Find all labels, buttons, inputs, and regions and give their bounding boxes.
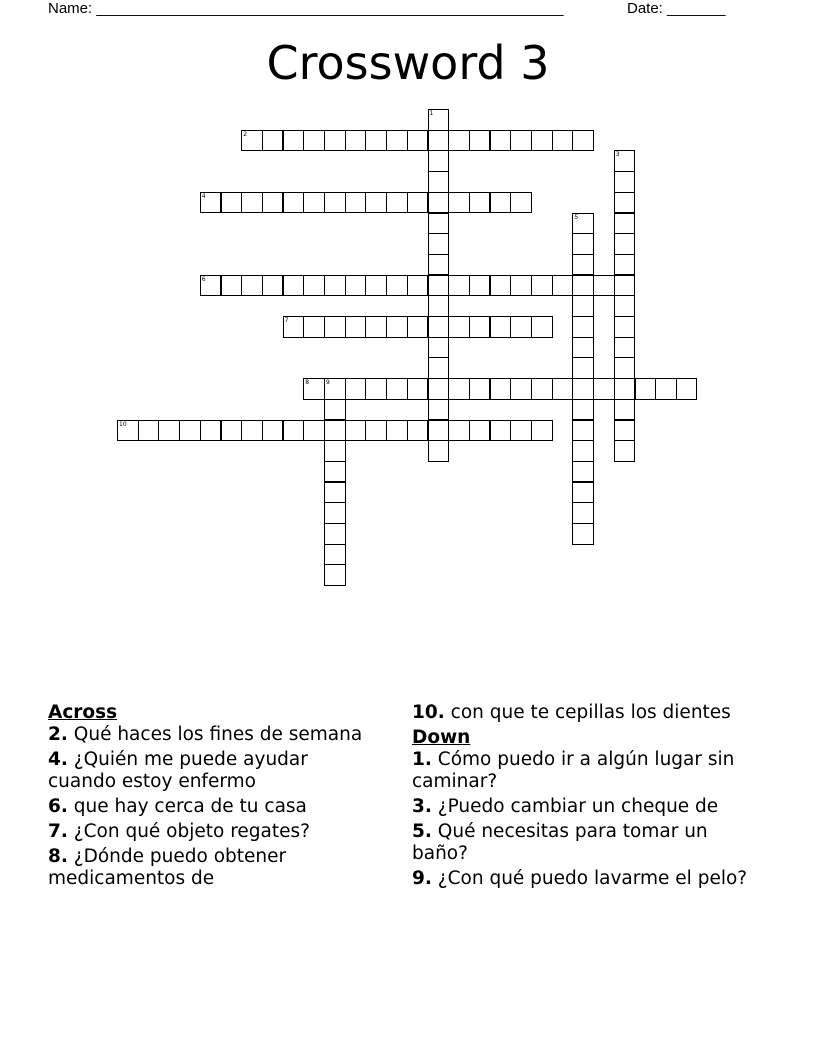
crossword-cell[interactable] [490, 378, 512, 400]
crossword-cell[interactable] [531, 275, 553, 297]
across-heading: Across [48, 702, 118, 723]
crossword-cell[interactable] [241, 192, 263, 214]
crossword-cell[interactable] [407, 130, 429, 152]
crossword-cell[interactable] [448, 378, 470, 400]
crossword-cell[interactable] [428, 399, 450, 421]
crossword-cell[interactable] [614, 150, 636, 172]
crossword-cell[interactable] [365, 378, 387, 400]
crossword-cell[interactable] [552, 378, 574, 400]
clue-down-9 [412, 868, 752, 890]
crossword-cell[interactable] [572, 233, 594, 255]
crossword-cell[interactable] [614, 378, 636, 400]
crossword-cell[interactable] [365, 316, 387, 338]
crossword-cell[interactable] [614, 192, 636, 214]
clue-text: con que te cepillas los dientes [444, 702, 731, 723]
crossword-cell[interactable] [241, 130, 263, 152]
clue-text: ¿Con qué objeto regates? [67, 821, 310, 842]
crossword-cell[interactable] [448, 130, 470, 152]
crossword-cell[interactable] [614, 440, 636, 462]
crossword-cell[interactable] [324, 461, 346, 483]
cell-number: 8 [305, 379, 310, 387]
clue-across-10 [412, 702, 752, 724]
crossword-cell[interactable] [572, 482, 594, 504]
crossword-cell[interactable] [386, 420, 408, 442]
crossword-cell[interactable] [552, 275, 574, 297]
crossword-cell[interactable] [386, 130, 408, 152]
cell-number: 10 [119, 420, 127, 428]
crossword-cell[interactable] [386, 378, 408, 400]
clue-down-3 [412, 796, 752, 818]
crossword-cell[interactable] [531, 316, 553, 338]
crossword-cell[interactable] [510, 316, 532, 338]
crossword-cell[interactable] [572, 523, 594, 545]
clue-down-1 [412, 749, 752, 793]
crossword-cell[interactable] [448, 192, 470, 214]
cell-number: 6 [201, 275, 206, 283]
crossword-cell[interactable] [407, 192, 429, 214]
crossword-cell[interactable] [614, 233, 636, 255]
crossword-cell[interactable] [324, 420, 346, 442]
crossword-cell[interactable] [324, 192, 346, 214]
crossword-cell[interactable] [221, 275, 243, 297]
crossword-cell[interactable] [221, 192, 243, 214]
crossword-cell[interactable] [303, 192, 325, 214]
crossword-cell[interactable] [365, 420, 387, 442]
date-field-label: Date: _______ [627, 0, 726, 17]
clue-text: que hay cerca de tu casa [67, 796, 307, 817]
crossword-cell[interactable] [428, 440, 450, 462]
crossword-cell[interactable] [572, 357, 594, 379]
crossword-cell[interactable] [283, 420, 305, 442]
cell-number: 2 [243, 130, 248, 138]
crossword-cell[interactable] [262, 192, 284, 214]
crossword-cell[interactable] [448, 420, 470, 442]
crossword-cell[interactable] [221, 420, 243, 442]
cell-number: 1 [429, 110, 434, 117]
crossword-cell[interactable] [345, 130, 367, 152]
clue-number: 8. [48, 846, 68, 867]
cell-number: 4 [201, 192, 206, 200]
crossword-cell[interactable] [303, 378, 325, 400]
crossword-cell[interactable] [407, 275, 429, 297]
crossword-cell[interactable] [262, 130, 284, 152]
crossword-cell[interactable] [428, 150, 450, 172]
crossword-cell[interactable] [655, 378, 677, 400]
crossword-cell[interactable] [531, 378, 553, 400]
crossword-cell[interactable] [572, 295, 594, 317]
crossword-cell[interactable] [386, 275, 408, 297]
crossword-cell[interactable] [469, 275, 491, 297]
crossword-cell[interactable] [283, 275, 305, 297]
crossword-cell[interactable] [428, 254, 450, 276]
clue-number: 9. [412, 868, 432, 889]
clue-text: ¿Dónde puedo obtener medicamentos de [48, 846, 287, 889]
crossword-cell[interactable] [490, 420, 512, 442]
crossword-cell[interactable] [324, 564, 346, 586]
crossword-cell[interactable] [345, 275, 367, 297]
clue-across-7 [48, 821, 368, 843]
crossword-cell[interactable] [262, 275, 284, 297]
crossword-cell[interactable] [614, 275, 636, 297]
crossword-cell[interactable] [510, 275, 532, 297]
crossword-cell[interactable] [572, 399, 594, 421]
crossword-cell[interactable] [510, 378, 532, 400]
crossword-cell[interactable] [365, 275, 387, 297]
crossword-cell[interactable] [283, 316, 305, 338]
crossword-cell[interactable] [365, 192, 387, 214]
crossword-cell[interactable] [469, 420, 491, 442]
down-heading: Down [412, 727, 471, 748]
crossword-cell[interactable] [428, 316, 450, 338]
crossword-cell[interactable] [200, 420, 222, 442]
crossword-cell[interactable] [241, 420, 263, 442]
crossword-cell[interactable] [407, 316, 429, 338]
clue-number: 7. [48, 821, 68, 842]
crossword-cell[interactable] [407, 378, 429, 400]
clue-number: 10. [412, 702, 445, 723]
clue-across-6 [48, 796, 368, 818]
clue-number: 2. [48, 724, 68, 745]
crossword-cell[interactable] [303, 275, 325, 297]
crossword-cell[interactable] [428, 337, 450, 359]
crossword-cell[interactable] [200, 192, 222, 214]
crossword-cell[interactable] [262, 420, 284, 442]
clues-left-column [48, 702, 368, 893]
crossword-cell[interactable] [428, 275, 450, 297]
crossword-cell[interactable] [428, 213, 450, 235]
crossword-cell[interactable] [531, 420, 553, 442]
crossword-cell[interactable] [614, 213, 636, 235]
crossword-cell[interactable] [510, 420, 532, 442]
crossword-cell[interactable] [283, 130, 305, 152]
crossword-cell[interactable] [324, 399, 346, 421]
crossword-cell[interactable] [200, 275, 222, 297]
crossword-cell[interactable] [552, 130, 574, 152]
crossword-cell[interactable] [428, 171, 450, 193]
clue-across-8 [48, 846, 368, 890]
crossword-cell[interactable] [614, 420, 636, 442]
crossword-cell[interactable] [490, 316, 512, 338]
clue-text: ¿Puedo cambiar un cheque de [431, 796, 719, 817]
crossword-cell[interactable] [614, 254, 636, 276]
crossword-cell[interactable] [345, 420, 367, 442]
crossword-cell[interactable] [324, 482, 346, 504]
crossword-cell[interactable] [303, 130, 325, 152]
crossword-cell[interactable] [469, 192, 491, 214]
clue-text: ¿Con qué puedo lavarme el pelo? [431, 868, 748, 889]
crossword-cell[interactable] [386, 316, 408, 338]
cell-number: 3 [615, 151, 620, 159]
cell-number: 9 [326, 379, 330, 387]
crossword-cell[interactable] [614, 295, 636, 317]
crossword-cell[interactable] [572, 130, 594, 152]
crossword-cell[interactable] [572, 440, 594, 462]
crossword-cell[interactable] [469, 378, 491, 400]
crossword-cell[interactable] [490, 275, 512, 297]
crossword-cell[interactable] [614, 337, 636, 359]
cell-number: 7 [284, 317, 289, 324]
crossword-cell[interactable] [345, 378, 367, 400]
crossword-cell[interactable] [676, 378, 698, 400]
crossword-cell[interactable] [593, 275, 615, 297]
crossword-cell[interactable] [490, 130, 512, 152]
crossword-cell[interactable] [510, 130, 532, 152]
crossword-cell[interactable] [345, 316, 367, 338]
crossword-cell[interactable] [572, 502, 594, 524]
crossword-cell[interactable] [324, 440, 346, 462]
crossword-cell[interactable] [614, 357, 636, 379]
crossword-cell[interactable] [386, 192, 408, 214]
crossword-cell[interactable] [572, 275, 594, 297]
crossword-cell[interactable] [428, 420, 450, 442]
crossword-cell[interactable] [428, 378, 450, 400]
crossword-cell[interactable] [241, 275, 263, 297]
crossword-cell[interactable] [324, 130, 346, 152]
crossword-cell[interactable] [324, 275, 346, 297]
crossword-cell[interactable] [572, 378, 594, 400]
clue-text: Qué haces los fines de semana [67, 724, 363, 745]
name-field-label: Name: ________________________________________________________ [48, 0, 564, 17]
clue-text: ¿Quién me puede ayudar cuando estoy enfermo [48, 749, 308, 792]
crossword-cell[interactable] [138, 420, 160, 442]
crossword-cell[interactable] [572, 316, 594, 338]
crossword-cell[interactable] [428, 357, 450, 379]
crossword-cell[interactable] [572, 254, 594, 276]
crossword-cell[interactable] [614, 171, 636, 193]
clue-number: 6. [48, 796, 68, 817]
page-title: Crossword 3 [266, 36, 550, 90]
crossword-cell[interactable] [324, 544, 346, 566]
crossword-cell[interactable] [428, 233, 450, 255]
crossword-cell[interactable] [428, 130, 450, 152]
crossword-cell[interactable] [324, 316, 346, 338]
cell-number: 5 [574, 213, 579, 221]
clue-number: 1. [412, 749, 432, 770]
clue-across-2 [48, 724, 368, 746]
crossword-cell[interactable] [365, 130, 387, 152]
clue-number: 3. [412, 796, 432, 817]
crossword-cell[interactable] [117, 420, 139, 442]
crossword-cell[interactable] [428, 295, 450, 317]
crossword-cell[interactable] [428, 109, 450, 131]
crossword-cell[interactable] [179, 420, 201, 442]
crossword-cell[interactable] [469, 130, 491, 152]
crossword-cell[interactable] [448, 275, 470, 297]
crossword-cell[interactable] [593, 378, 615, 400]
crossword-cell[interactable] [303, 316, 325, 338]
crossword-cell[interactable] [324, 378, 346, 400]
clue-down-5 [412, 821, 752, 865]
crossword-cell[interactable] [572, 213, 594, 235]
clue-number: 5. [412, 821, 432, 842]
crossword-cell[interactable] [614, 316, 636, 338]
clue-text: Qué necesitas para tomar un baño? [412, 821, 708, 864]
crossword-cell[interactable] [283, 192, 305, 214]
clue-across-4 [48, 749, 368, 793]
crossword-cell[interactable] [448, 316, 470, 338]
crossword-cell[interactable] [635, 378, 657, 400]
crossword-cell[interactable] [407, 420, 429, 442]
crossword-cell[interactable] [614, 399, 636, 421]
clues-right-column [412, 702, 752, 893]
crossword-cell[interactable] [428, 192, 450, 214]
crossword-cell[interactable] [572, 420, 594, 442]
crossword-cell[interactable] [158, 420, 180, 442]
crossword-cell[interactable] [531, 130, 553, 152]
crossword-cell[interactable] [324, 523, 346, 545]
crossword-cell[interactable] [324, 502, 346, 524]
crossword-cell[interactable] [345, 192, 367, 214]
crossword-cell[interactable] [572, 461, 594, 483]
crossword-cell[interactable] [469, 316, 491, 338]
crossword-cell[interactable] [572, 337, 594, 359]
crossword-cell[interactable] [490, 192, 512, 214]
crossword-cell[interactable] [510, 192, 532, 214]
clue-text: Cómo puedo ir a algún lugar sin caminar? [412, 749, 735, 792]
clue-number: 4. [48, 749, 68, 770]
crossword-cell[interactable] [303, 420, 325, 442]
